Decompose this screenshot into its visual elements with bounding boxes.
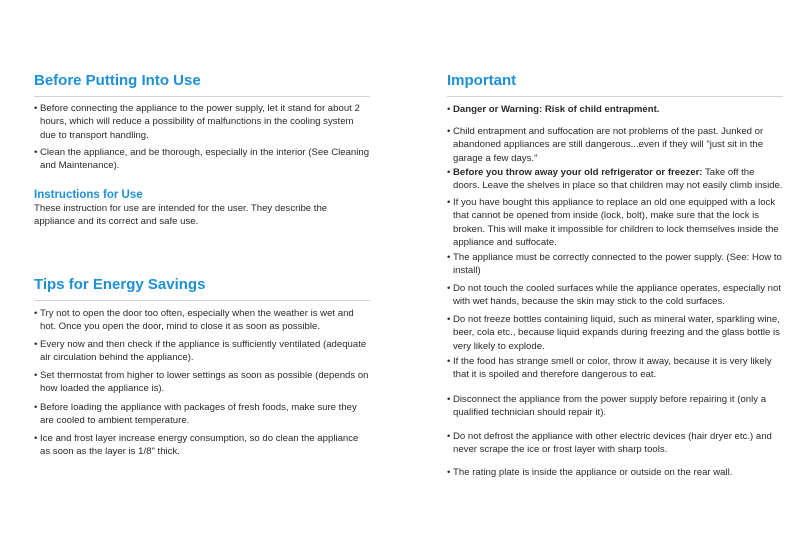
list-item-text: Do not touch the cooled surfaces while the appliance operates, especially not with wet hands, because the skin may stick to the cold surfaces.	[453, 283, 781, 308]
list-item-text: Before connecting the appliance to the power supply, let it stand for about 2 hours, which will reduce a possibility of malfunctions in the cooling system due to transport handling.	[40, 103, 360, 141]
bullet-icon: •	[34, 339, 38, 350]
list-item	[34, 369, 370, 396]
list-item	[447, 125, 783, 165]
list-item	[447, 355, 783, 382]
list-item-text: The rating plate is inside the appliance or outside on the rear wall.	[453, 467, 733, 478]
bullet-icon: •	[34, 147, 38, 158]
instructions-text: These instruction for use are intended for the user. They describe the appliance and its correct and safe use.	[34, 203, 328, 228]
tips-heading: Tips for Energy Savings	[34, 276, 370, 301]
list-item-text: Try not to open the door too often, especially when the weather is wet and hot. Once you open the door, mind to close it as soon as possible.	[40, 308, 354, 333]
bullet-icon: •	[447, 126, 451, 137]
list-item	[34, 338, 370, 365]
bullet-icon: •	[34, 308, 38, 319]
bullet-icon: •	[447, 197, 451, 208]
list-item-text: Do not defrost the appliance with other electric devices (hair dryer etc.) and never scrape the ice or frost layer with sharp tools.	[453, 431, 772, 456]
list-item-text: Ice and frost layer increase energy consumption, so do clean the appliance as soon as the layer is 1/8" thick.	[40, 433, 359, 458]
bullet-icon: •	[447, 167, 451, 178]
throw-away-text: Take off the doors. Leave the shelves in place so that children may not easily climb inside.	[453, 167, 783, 192]
before-use-heading: Before Putting Into Use	[34, 72, 370, 97]
list-item	[447, 196, 783, 249]
bullet-icon: •	[34, 402, 38, 413]
list-item	[447, 166, 783, 193]
list-item-text: Do not freeze bottles containing liquid, such as mineral water, sparkling wine, beer, cola etc., because liquid expands during freezing and the glass bottle is very likely to explode.	[453, 314, 780, 352]
list-item	[34, 432, 370, 459]
list-item	[447, 313, 783, 353]
list-item-text: Clean the appliance, and be thorough, especially in the interior (See Cleaning and Maintenance).	[40, 147, 370, 172]
list-item	[447, 466, 783, 479]
bullet-icon: •	[34, 370, 38, 381]
list-item	[447, 430, 783, 457]
bullet-icon: •	[447, 356, 451, 367]
list-item	[34, 401, 370, 428]
list-item-text: Child entrapment and suffocation are not problems of the past. Junked or abandoned appliances are still dangerous...even if they will "just sit in the garage a few days."	[453, 126, 764, 164]
bullet-icon: •	[34, 103, 38, 114]
list-item-text: Before loading the appliance with packages of fresh foods, make sure they are cooled to ambient temperature.	[40, 402, 357, 427]
list-item	[34, 146, 370, 173]
list-item-text	[453, 166, 783, 193]
list-item-text: If you have bought this appliance to replace an old one equipped with a lock that cannot be opened from inside (lock, bolt), make sure that the lock is broken. This will make it impossible for children to lock themselves inside the appliance and suffocate.	[453, 197, 779, 248]
list-item	[447, 393, 783, 420]
bullet-icon: •	[34, 433, 38, 444]
bullet-icon: •	[447, 104, 451, 115]
danger-warning: Danger or Warning: Risk of child entrapment.	[453, 104, 660, 115]
list-item	[34, 307, 370, 334]
list-item	[34, 102, 370, 142]
list-item-text: Every now and then check if the appliance is sufficiently ventilated (adequate air circulation behind the appliance).	[40, 339, 367, 364]
list-item-text: The appliance must be correctly connected to the power supply. (See: How to install)	[453, 252, 782, 277]
instructions-heading: Instructions for Use	[34, 189, 143, 201]
list-item	[447, 282, 783, 309]
bullet-icon: •	[447, 394, 451, 405]
bullet-icon: •	[447, 431, 451, 442]
throw-away-bold: Before you throw away your old refrigerator or freezer:	[453, 167, 703, 178]
list-item-text: If the food has strange smell or color, throw it away, because it is very likely that it is spoiled and therefore dangerous to eat.	[453, 356, 772, 381]
list-item-text: Set thermostat from higher to lower settings as soon as possible (depends on how loaded the appliance is).	[40, 370, 369, 395]
bullet-icon: •	[447, 252, 451, 263]
list-item	[447, 251, 783, 278]
list-item	[447, 103, 783, 116]
bullet-icon: •	[447, 283, 451, 294]
list-item-text: Disconnect the appliance from the power supply before repairing it (only a qualified technician should repair it).	[453, 394, 767, 419]
bullet-icon: •	[447, 314, 451, 325]
important-heading: Important	[447, 72, 783, 97]
bullet-icon: •	[447, 467, 451, 478]
